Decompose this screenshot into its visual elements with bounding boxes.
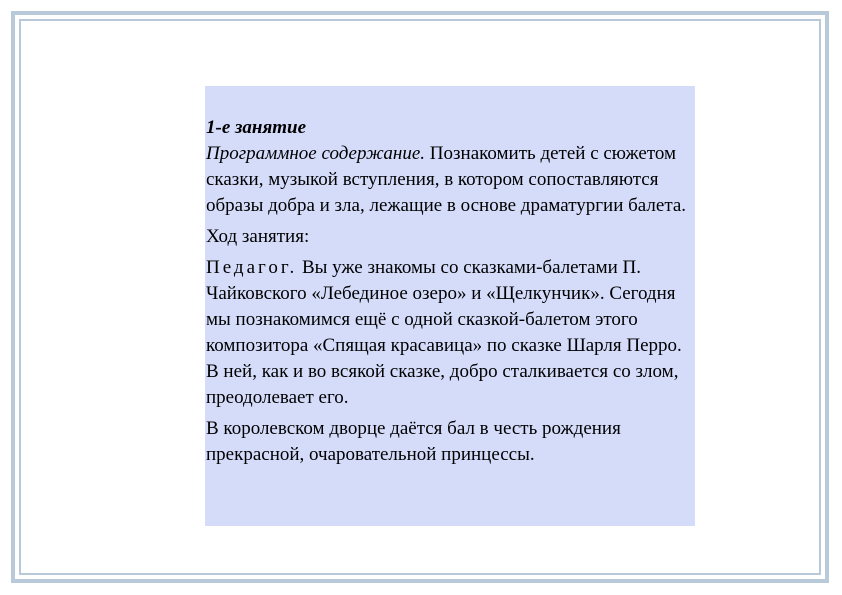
paragraph-palace: В королевском дворце даётся бал в честь рождения прекрасной, очаровательной принцессы. [206,418,621,465]
lesson-heading: 1-е занятие [206,117,307,138]
lesson-text-box [205,86,695,526]
teacher-speech: Вы уже знакомы со сказками-балетами П. Чайковского «Лебединое озеро» и «Щелкунчик». Сегодня мы познакомимся ещё с одной сказкой-балетом этого композитора «Спящая красавица» по сказке Шарля Перро. В ней, как и во всякой сказке, добро сталкивается со злом, преодолевает его. [206,257,682,408]
program-content-text: Познакомить детей с сюжетом сказки, музыкой вступления, в котором сопоставляются образы добра и зла, лежащие в основе драматургии балета. [206,143,687,216]
paragraph-teacher [206,255,695,411]
program-content-label: Программное содержание. [206,143,426,164]
teacher-label: Педагог. [206,257,298,278]
paragraph-intro [206,115,695,219]
lesson-course-label: Ход занятия: [206,226,310,247]
